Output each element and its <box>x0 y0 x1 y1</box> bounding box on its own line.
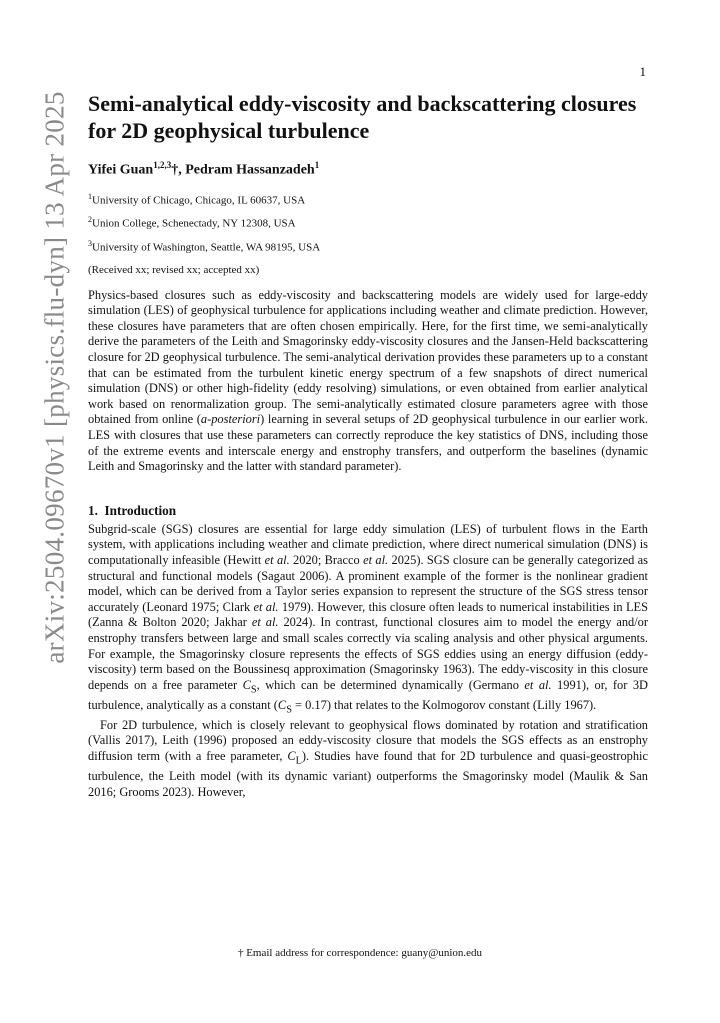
math-sub: S <box>250 684 257 696</box>
body-text <box>88 522 648 801</box>
cite-year: 1979 <box>278 599 307 614</box>
affil-num: 1 <box>88 191 92 201</box>
footnote: † Email address for correspondence: guany@union.edu <box>237 947 483 959</box>
cite-year: 2020 <box>289 552 318 567</box>
text: ). Studies have found that for 2D turbulence and quasi-geostrophic turbulence, the Leith model (with its dynamic variant) outperforms the Smagorinsky model ( <box>88 749 648 784</box>
math-var: C <box>242 677 251 692</box>
citation[interactable]: Leonard 1975 <box>146 599 216 614</box>
cite-text: Hewitt <box>227 552 262 567</box>
math-var: C <box>287 749 296 763</box>
text: ; <box>317 552 325 567</box>
text: ). However, this closure often leads to numerical instabilities in LES ( <box>88 599 648 630</box>
abstract-text: Physics-based closures such as eddy-viscosity and backscattering models are widely used for large-eddy simulation (LES) of geophysical turbulence for applications including weather and climate prediction. However, these closures have parameters that are often chosen empirically. Here, for the first time, we semi-analytically derive the parameters of the Leith and Smagorinsky eddy-viscosity closures and the Jansen-Held backscattering closure for 2D geophysical turbulence. The semi-analytical derivation provides these parameters up to a constant that can be estimated from the turbulent kinetic energy spectrum of a few snapshots of direct numerical simulation (DNS) or other high-fidelity (eddy resolving) simulations, or even obtained from earlier analytical work based on renormalization group. The semi-analytically estimated closure parameters agree with those obtained from online ( <box>88 287 648 427</box>
cite-etal: et al. <box>261 552 290 567</box>
section-number: 1. <box>88 502 98 518</box>
page-number: 1 <box>639 64 646 79</box>
citation[interactable] <box>215 615 309 629</box>
text: ). In contrast, functional closures aim to model the energy and/or enstrophy transfers between large and small scales correctly via scaling analysis and other physical arguments. For example, the Smagorinsky closure represents the effects of SGS eddies using an energy diffusion (eddy-viscosity) term based on the Boussinesq approximation ( <box>88 615 649 677</box>
author-affil-sup: 1,2,3 <box>153 160 172 170</box>
cite-text: Jakhar <box>214 615 247 630</box>
affiliation <box>88 210 648 234</box>
text: ). <box>589 697 597 712</box>
citation[interactable]: Sagaut 2006 <box>261 568 325 583</box>
cite-etal: et al. <box>250 599 279 614</box>
text: Subgrid-scale (SGS) closures are essential for large eddy simulation (LES) of turbulent flows in the Earth system, with applications including weather and climate prediction, where direct numerical simulation (DNS) is computationally infeasible ( <box>88 521 648 567</box>
text: ). The eddy-viscosity in this closure depends on a free parameter <box>88 662 649 692</box>
abstract <box>88 288 648 475</box>
math-sub: S <box>286 704 292 716</box>
text: ; <box>215 599 223 614</box>
citation[interactable]: Grooms 2023 <box>119 784 188 799</box>
citation[interactable]: Zanna & Bolton 2020 <box>92 615 207 630</box>
citation[interactable] <box>473 678 582 692</box>
paper-content <box>88 90 648 800</box>
cite-etal: et al. <box>518 677 552 692</box>
affiliation <box>88 187 648 211</box>
citation[interactable]: Vallis 2017 <box>92 733 151 748</box>
author-name: Pedram Hassanzadeh <box>185 162 315 178</box>
cite-text: Bracco <box>324 552 360 567</box>
cite-text: Germano <box>472 677 519 692</box>
text: ). A prominent example of the former is the nonlinear gradient model, which can be derived from a Taylor series expansion to represent the structure of the SGS stress tensor accurately ( <box>88 568 648 614</box>
received-dates: (Received xx; revised xx; accepted xx) <box>88 263 260 276</box>
cite-etal: et al. <box>359 552 389 567</box>
text: ), or, for 3D turbulence, analytically as a constant ( <box>88 677 648 712</box>
citation[interactable]: Lilly 1967 <box>537 697 590 712</box>
author-name: Yifei Guan <box>88 162 154 178</box>
section-title: Introduction <box>104 502 177 518</box>
math-var: C <box>277 697 287 712</box>
cite-etal: et al. <box>246 615 279 630</box>
text: ; <box>112 784 120 799</box>
authors <box>88 160 648 179</box>
cite-text: Leith <box>162 733 189 748</box>
text: ). However, <box>187 784 246 799</box>
arxiv-stamp-text: arXiv:2504.09670v1 [physics.flu-dyn] 13 Apr 2025 <box>39 91 70 664</box>
abstract-text: ) learning in several setups of 2D geophysical turbulence in our earlier work. LES with closures that use these parameters can correctly reproduce the key statistics of DNS, including those of the extreme events and interscale energy and enstrophy transfers, and outperform the baselines (dynamic Leith and Smagorinsky and the latter with standard parameter). <box>88 412 649 474</box>
text: For 2D turbulence, which is closely relevant to geophysical flows dominated by rotation and stratification ( <box>88 717 648 748</box>
author-separator: †, <box>171 162 186 178</box>
author-affil-sup: 1 <box>314 160 320 170</box>
cite-year: (1996) <box>188 733 227 748</box>
paragraph <box>88 718 648 800</box>
paragraph <box>88 522 648 718</box>
abstract-italic: a-posteriori <box>200 412 261 427</box>
section-heading <box>88 503 648 519</box>
cite-year: 2024 <box>278 615 309 630</box>
text: ). SGS closure can be generally categorized as structural and functional models ( <box>88 552 648 583</box>
citation[interactable]: Smagorinsky 1963 <box>373 662 468 677</box>
affiliation <box>88 234 648 258</box>
affil-text: Union College, Schenectady, NY 12308, USA <box>92 217 296 230</box>
citation[interactable] <box>228 553 318 567</box>
citation[interactable]: Maulik & San 2016 <box>88 769 648 799</box>
text: ), <box>150 733 163 748</box>
citation[interactable] <box>223 600 307 614</box>
paper-title: Semi-analytical eddy-viscosity and backscattering closures for 2D geophysical turbulence <box>88 91 637 143</box>
affil-num: 3 <box>88 238 92 248</box>
text: ) that relates to the Kolmogorov constant ( <box>326 697 538 712</box>
cite-year: 1991 <box>551 677 582 692</box>
text: , which can be determined dynamically ( <box>256 677 473 692</box>
text: ; <box>206 615 215 630</box>
affiliations <box>88 187 648 258</box>
citation[interactable] <box>162 733 226 747</box>
cite-text: Clark <box>222 599 251 614</box>
cite-year: 2025 <box>388 552 417 567</box>
affil-text: University of Chicago, Chicago, IL 60637, USA <box>92 194 306 207</box>
math-sub: L <box>295 755 302 767</box>
affil-num: 2 <box>88 215 92 225</box>
math-value: = 0.17 <box>291 697 327 712</box>
text: proposed an eddy-viscosity closure that models the SGS effects as an enstrophy diffusion term (with a free parameter, <box>88 733 648 763</box>
citation[interactable] <box>325 553 417 567</box>
affil-text: University of Washington, Seattle, WA 98195, USA <box>92 241 321 254</box>
